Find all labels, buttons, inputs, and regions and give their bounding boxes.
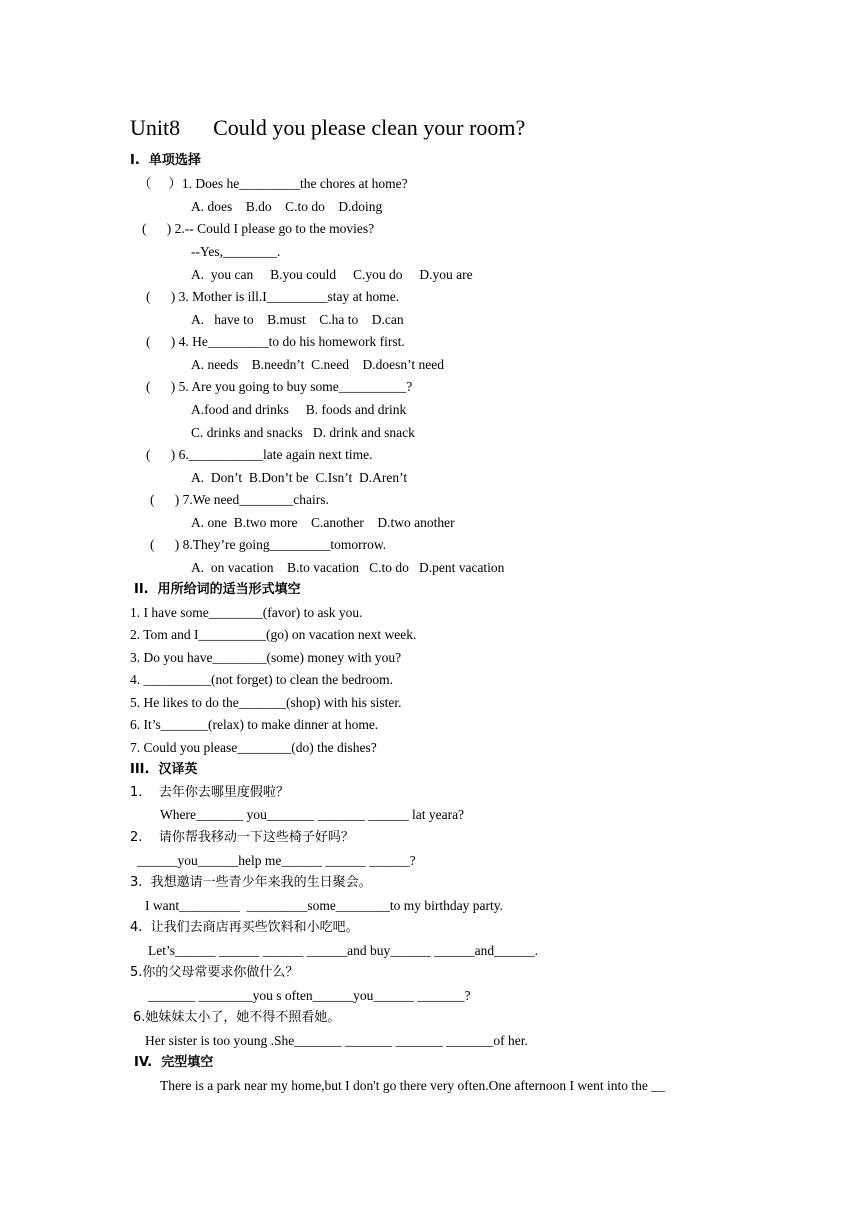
question-line: ( ) 8.They’re going_________tomorrow.: [150, 537, 387, 552]
chinese-prompt: 2. 请你帮我移动一下这些椅子好吗？: [130, 830, 354, 845]
options-line: A. Don’t B.Don’t be C.Isn’t D.Aren’t: [191, 470, 408, 485]
question-line: ( ) 6.___________late again next time.: [146, 447, 373, 462]
options-line: A.food and drinks B. foods and drink: [191, 402, 407, 417]
fill-in-line: 7. Could you please________(do) the dishes?: [130, 740, 377, 755]
translation-line: I want_________ _________some________to my birthday party.: [145, 898, 503, 913]
chinese-prompt: 1. 去年你去哪里度假啦？: [130, 785, 289, 800]
cloze-passage-line: There is a park near my home,but I don't go there very often.One afternoon I went into the __: [160, 1078, 665, 1093]
question-line: ( ) 7.We need________chairs.: [150, 492, 329, 507]
section-2-heading: II. 用所给词的适当形式填空: [134, 582, 301, 597]
question-line: （ ）1. Does he_________the chores at home?: [138, 176, 408, 191]
chinese-prompt: 5.你的父母常要求你做什么？: [130, 965, 299, 980]
question-line: ( ) 5. Are you going to buy some__________?: [146, 379, 413, 394]
translation-line: _______ ________you s often______you______ _______?: [148, 988, 471, 1003]
chinese-prompt: 6.她妹妹太小了，她不得不照看她。: [133, 1010, 341, 1025]
options-line: A. one B.two more C.another D.two another: [191, 515, 455, 530]
chinese-prompt: 3. 我想邀请一些青少年来我的生日聚会。: [130, 875, 372, 890]
options-line: A. needs B.needn’t C.need D.doesn’t need: [191, 357, 444, 372]
options-line: A. on vacation B.to vacation C.to do D.pent vacation: [191, 560, 505, 575]
fill-in-line: 1. I have some________(favor) to ask you.: [130, 605, 363, 620]
fill-in-line: 5. He likes to do the_______(shop) with his sister.: [130, 695, 402, 710]
translation-line: Let’s______ ______ ______ ______and buy______ ______and______.: [148, 943, 538, 958]
question-line: ( ) 2.-- Could I please go to the movies?: [142, 221, 375, 236]
options-line: C. drinks and snacks D. drink and snack: [191, 425, 415, 440]
translation-line: Her sister is too young .She_______ _______ _______ _______of her.: [145, 1033, 528, 1048]
question-line: ( ) 3. Mother is ill.I_________stay at home.: [146, 289, 400, 304]
translation-line: Where_______ you_______ _______ ______ lat yeara?: [160, 807, 465, 822]
translation-line: ______you______help me______ ______ ______?: [137, 853, 416, 868]
options-line: A. you can B.you could C.you do D.you are: [191, 267, 473, 282]
section-1-heading: I. 单项选择: [130, 153, 201, 168]
section-3-heading: III. 汉译英: [130, 762, 198, 777]
fill-in-line: 2. Tom and I__________(go) on vacation next week.: [130, 627, 417, 642]
options-line: A. does B.do C.to do D.doing: [191, 199, 383, 214]
section-4-heading: IV. 完型填空: [134, 1055, 214, 1070]
fill-in-line: 6. It’s_______(relax) to make dinner at home.: [130, 717, 379, 732]
page-title: Unit8 Could you please clean your room?: [130, 115, 526, 140]
fill-in-line: 3. Do you have________(some) money with you?: [130, 650, 402, 665]
chinese-prompt: 4. 让我们去商店再买些饮料和小吃吧。: [130, 920, 359, 935]
question-line: --Yes,________.: [191, 244, 281, 259]
options-line: A. have to B.must C.ha to D.can: [191, 312, 404, 327]
fill-in-line: 4. __________(not forget) to clean the bedroom.: [130, 672, 393, 687]
question-line: ( ) 4. He_________to do his homework first.: [146, 334, 405, 349]
